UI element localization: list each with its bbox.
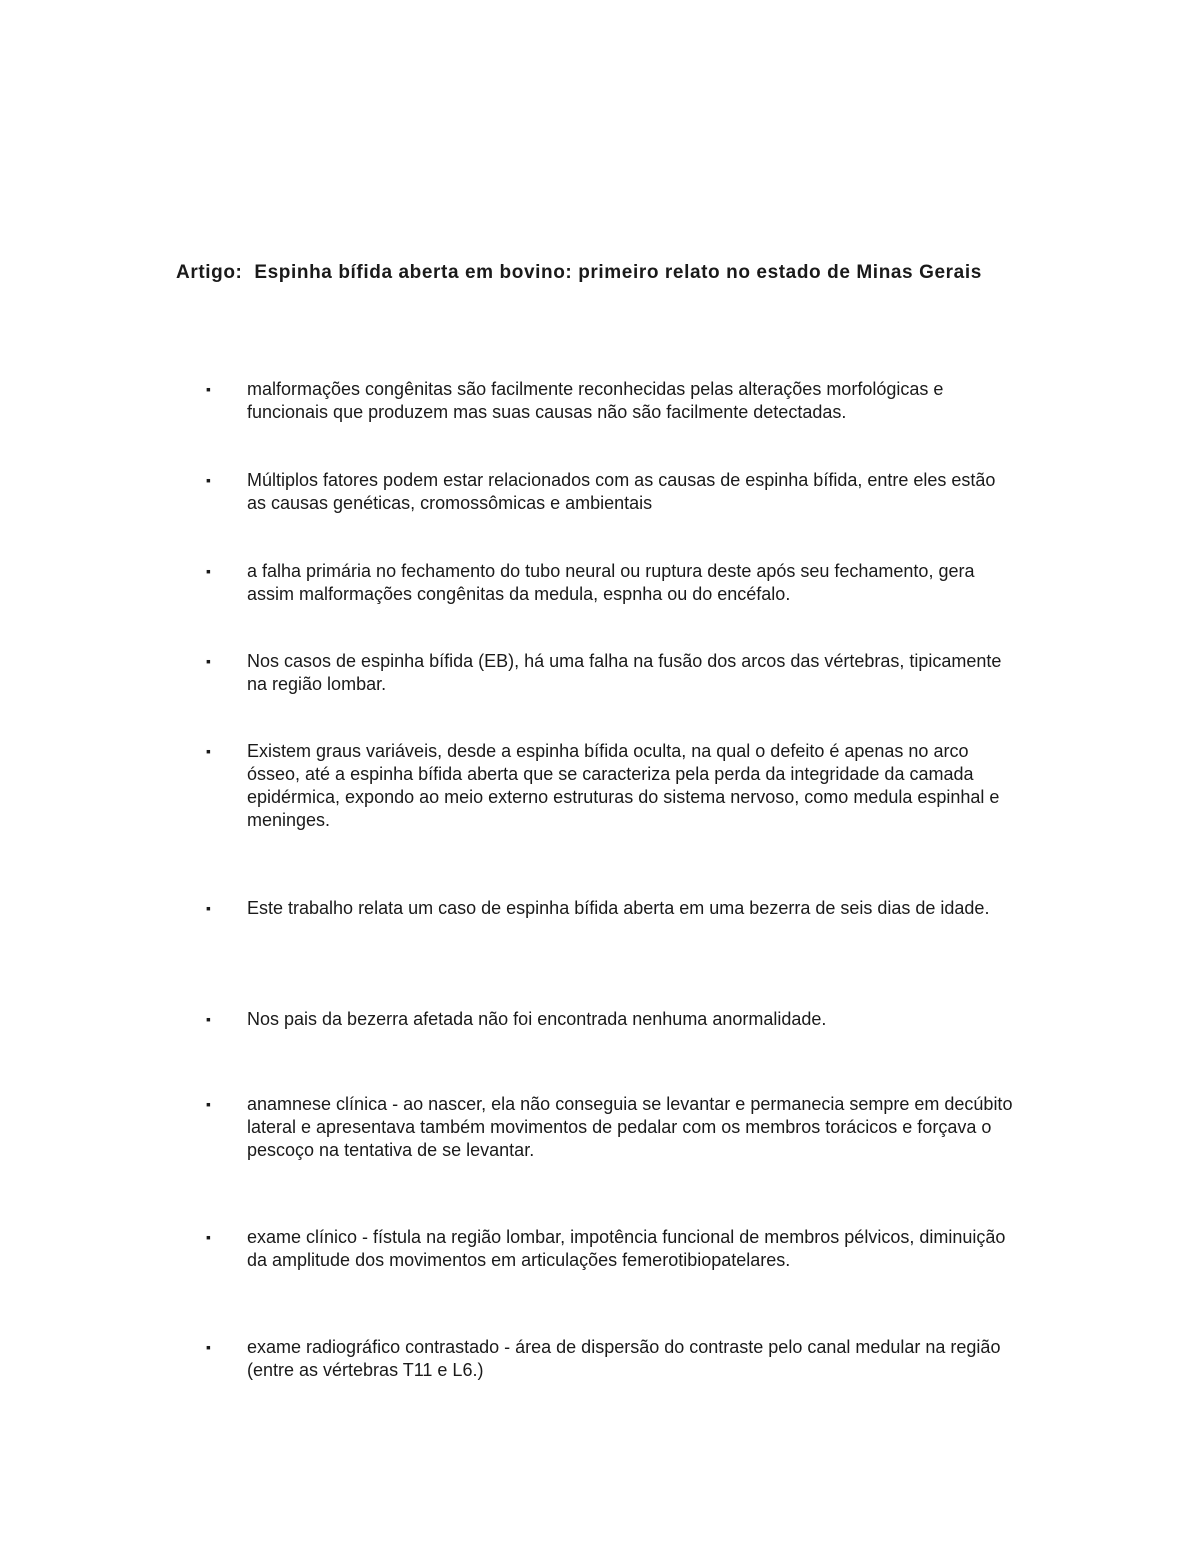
bullet-icon: ▪ bbox=[206, 1339, 211, 1355]
article-title-prefix: Artigo: bbox=[176, 262, 243, 283]
list-item-text: malformações congênitas são facilmente reconhecidas pelas alterações morfológicas e funcionais que produzem mas suas causas não são facilmente detectadas. bbox=[247, 379, 944, 422]
bullet-icon: ▪ bbox=[206, 472, 211, 488]
bullet-icon: ▪ bbox=[206, 743, 211, 759]
list-item-text: Nos pais da bezerra afetada não foi encontrada nenhuma anormalidade. bbox=[247, 1009, 827, 1029]
bullet-icon: ▪ bbox=[206, 1229, 211, 1245]
list-item bbox=[206, 897, 1026, 920]
list-item bbox=[206, 560, 1026, 606]
list-item bbox=[206, 650, 1026, 696]
list-item-text: a falha primária no fechamento do tubo neural ou ruptura deste após seu fechamento, gera assim malformações congênitas da medula, espnha ou do encéfalo. bbox=[247, 561, 975, 604]
list-item bbox=[206, 1008, 1026, 1031]
bullet-icon: ▪ bbox=[206, 1011, 211, 1027]
list-item-text: exame clínico - fístula na região lombar, impotência funcional de membros pélvicos, diminuição da amplitude dos movimentos em articulações femerotibiopatelares. bbox=[247, 1227, 1006, 1270]
list-item-text: anamnese clínica - ao nascer, ela não conseguia se levantar e permanecia sempre em decúbito lateral e apresentava também movimentos de pedalar com os membros torácicos e forçava o pescoço na tentativa de se levantar. bbox=[247, 1094, 1013, 1160]
list-item bbox=[206, 1336, 1026, 1382]
bullet-icon: ▪ bbox=[206, 1096, 211, 1112]
bullet-icon: ▪ bbox=[206, 381, 211, 397]
article-title bbox=[176, 260, 996, 285]
list-item-text: Múltiplos fatores podem estar relacionados com as causas de espinha bífida, entre eles estão as causas genéticas, cromossômicas e ambientais bbox=[247, 470, 996, 513]
list-item bbox=[206, 740, 1026, 832]
list-item-text: Existem graus variáveis, desde a espinha bífida oculta, na qual o defeito é apenas no arco ósseo, até a espinha bífida aberta que se caracteriza pela perda da integridade da camada epidérmica, expondo ao meio externo estruturas do sistema nervoso, como medula espinhal e meninges. bbox=[247, 741, 1000, 830]
bullet-icon: ▪ bbox=[206, 900, 211, 916]
article-title-text: Espinha bífida aberta em bovino: primeiro relato no estado de Minas Gerais bbox=[254, 262, 982, 283]
list-item bbox=[206, 469, 1026, 515]
list-item-text: Nos casos de espinha bífida (EB), há uma falha na fusão dos arcos das vértebras, tipicamente na região lombar. bbox=[247, 651, 1002, 694]
list-item-text: Este trabalho relata um caso de espinha bífida aberta em uma bezerra de seis dias de idade. bbox=[247, 898, 990, 918]
bullet-icon: ▪ bbox=[206, 653, 211, 669]
list-item bbox=[206, 1093, 1026, 1162]
list-item bbox=[206, 1226, 1026, 1272]
bullet-icon: ▪ bbox=[206, 563, 211, 579]
list-item-text: exame radiográfico contrastado - área de dispersão do contraste pelo canal medular na região (entre as vértebras T11 e L6.) bbox=[247, 1337, 1001, 1380]
list-item bbox=[206, 378, 1026, 424]
